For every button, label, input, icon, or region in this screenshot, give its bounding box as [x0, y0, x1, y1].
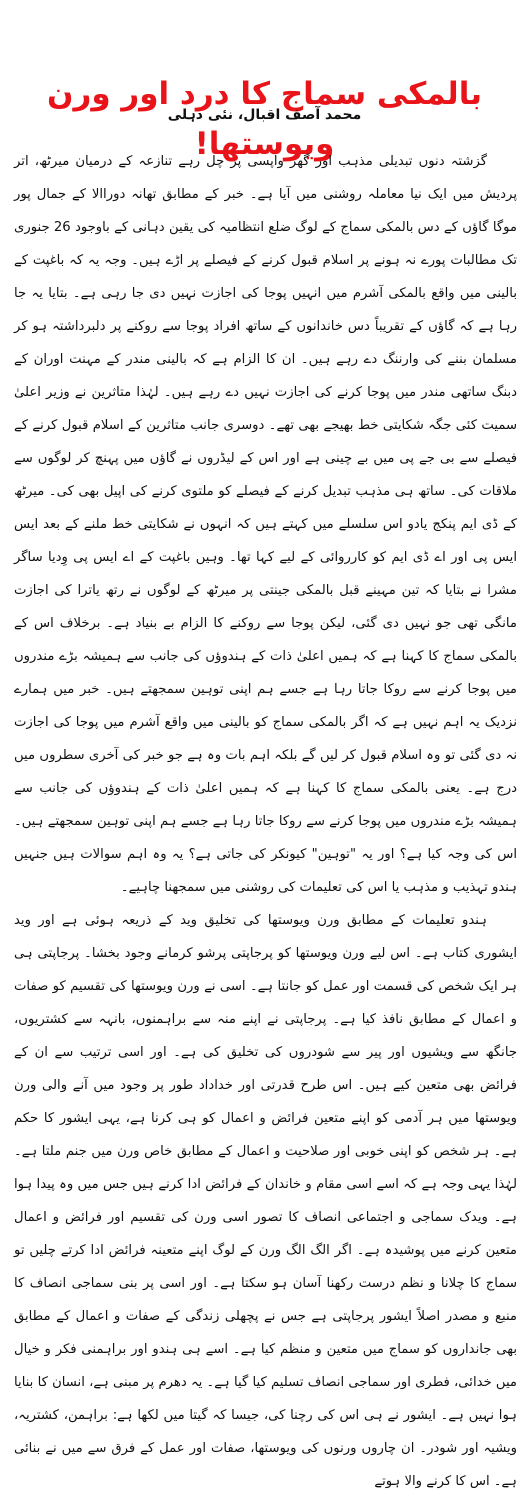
article-body	[14, 145, 517, 1489]
article-paragraph-2: ہندو تعلیمات کے مطابق ورن ویوستھا کی تخلیق وید کے ذریعہ ہوئی ہے اور وید ایشوری کتاب ہے۔ اس لیے ورن ویوستھا کو پرجاپتی پرشو کرمانے وجود بخشا۔ پرجاپتی ہی ہر ایک شخص کی قسمت اور عمل کو جانتا ہے۔ اسی نے ورن ویوستھا کی تقسیم کو صفات و اعمال کے مطابق نافذ کیا ہے۔ پرجاپتی نے اپنے منہ سے براہمنوں، بانہہ سے کشتریوں، جانگھ سے ویشیوں اور پیر سے شودروں کی تخلیق کی ہے۔ اور اسی ترتیب سے ان کے فرائض بھی متعین کیے ہیں۔ اس طرح قدرتی اور خداداد طور پر وجود میں آنے والی ورن ویوستھا میں ہر آدمی کو اپنے متعین فرائض و اعمال کو ہی کرنا ہے، یہی ایشور کا حکم ہے۔ ہر شخص کو اپنی خوبی اور صلاحیت و اعمال کے مطابق خاص ورن میں جنم ملتا ہے۔ لہٰذا یہی وجہ ہے کہ اسے اسی مقام و خاندان کے فرائض ادا کرنے ہیں جس میں وہ پیدا ہوا ہے۔ ویدک سماجی و اجتماعی انصاف کا تصور اسی ورن کی تقسیم اور فرائض و اعمال متعین کرنے میں پوشیدہ ہے۔ اگر الگ الگ ورن کے لوگ اپنے متعینہ فرائض ادا کرتے چلیں تو سماج کا چلانا و نظم درست رکھنا آسان ہو سکتا ہے۔ اور اسی پر بنی سماجی انصاف کا منبع و مصدر اصلاً ایشور پرجاپتی ہے جس نے پچھلی زندگی کے صفات و اعمال کے مطابق بھی جانداروں کو سماج میں متعین و منظم کیا ہے۔ اسے ہی ہندو اور براہمنی فکر و خیال میں خدائی، فطری اور سماجی انصاف تسلیم کیا گیا ہے۔ یہ دھرم پر مبنی ہے، انسان کا بنایا ہوا نہیں ہے۔ ایشور نے ہی اس کی رچنا کی، جیسا کہ گیتا میں لکھا ہے: براہمن، کشتریہ، ویشیہ اور شودر۔ ان چاروں ورنوں کی ویوستھا، صفات اور عمل کے فرق سے میں نے بنائی ہے۔ اس کا کرنے والا ہوتے	[14, 913, 517, 1489]
article-byline: محمد آصف اقبال، نئی دہلی	[167, 107, 362, 123]
article-paragraph-1: گزشتہ دنوں تبدیلی مذہب اور گھر واپسی پر چل رہے تنازعہ کے درمیان میرٹھ، اتر پردیش میں ایک نیا معاملہ روشنی میں آیا ہے۔ خبر کے مطابق تھانہ دوراالا کے جمال پور موگا گاؤں کے دس بالمکی سماج کے لوگ ضلع انتظامیہ کی یقین دہانی کے باوجود 26 جنوری تک مطالبات پورے نہ ہونے پر اسلام قبول کرنے کے فیصلے پر اڑے ہیں۔ وجہ یہ کہ باغپت کے بالینی میں واقع بالمکی آشرم میں انہیں پوجا کی اجازت نہیں دی جا رہی ہے۔ بتایا یہ جا رہا ہے کہ گاؤں کے تقریباً دس خاندانوں کے ساتھ افراد پوجا سے روکنے پر دلبرداشتہ ہو کر مسلمان بننے کی وارننگ دے رہے ہیں۔ ان کا الزام ہے کہ بالینی مندر کے مہنت اوران کے دبنگ ساتھی مندر میں پوجا کرنے کی اجازت نہیں دے رہے ہیں۔ لہٰذا متاثرین نے وزیر اعلیٰ سمیت کئی جگہ شکایتی خط بھیجے بھی تھے۔ دوسری جانب متاثرین کے اسلام قبول کرنے کے فیصلے سے بی جے پی میں بے چینی ہے اور اس کے لیڈروں نے گاؤں میں پہنچ کر لوگوں سے ملاقات کی۔ ساتھ ہی مذہب تبدیل کرنے کے فیصلے کو ملتوی کرنے کی اپیل بھی کی۔ میرٹھ کے ڈی ایم پنکج یادو اس سلسلے میں کہتے ہیں کہ انہوں نے شکایتی خط ملنے کے بعد ایس ایس پی اور اے ڈی ایم کو کارروائی کے لیے کہا تھا۔ وہیں باغپت کے اے ایس پی وِدیا ساگر مشرا نے بتایا کہ تین مہینے قبل بالمکی جینتی پر میرٹھ کے لوگوں نے رتھ یاترا کی اجازت مانگی تھی جو نہیں دی گئی، لیکن پوجا سے روکنے کا الزام بے بنیاد ہے۔ برخلاف اس کے بالمکی سماج کا کہنا ہے کہ ہمیں اعلیٰ ذات کے ہندوؤں کی جانب سے ہمیشہ بڑے مندروں میں پوجا کرنے سے روکا جاتا رہا ہے جسے ہم اپنی توہین سمجھتے ہیں۔ خبر میں ہمارے نزدیک یہ اہم نہیں ہے کہ اگر بالمکی سماج کو بالینی میں واقع آشرم میں پوجا کی اجازت نہ دی گئی تو وہ اسلام قبول کر لیں گے بلکہ اہم بات وہ ہے جو خبر کی آخری سطروں میں درج ہے۔ یعنی بالمکی سماج کا کہنا ہے کہ ہمیں اعلیٰ ذات کے ہندوؤں کی جانب سے ہمیشہ بڑے مندروں میں پوجا کرنے سے روکا جاتا رہا ہے جسے ہم اپنی توہین سمجھتے ہیں۔ اس کی وجہ کیا ہے؟ اور یہ "توہین" کیونکر کی جاتی ہے؟ یہ وہ اہم سوالات ہیں جنہیں ہندو تہذیب و مذہب یا اس کی تعلیمات کی روشنی میں سمجھنا چاہیے۔	[14, 154, 517, 895]
article-headline: بالمکی سماج کا درد اور ورن ویوستھا!	[47, 75, 482, 162]
